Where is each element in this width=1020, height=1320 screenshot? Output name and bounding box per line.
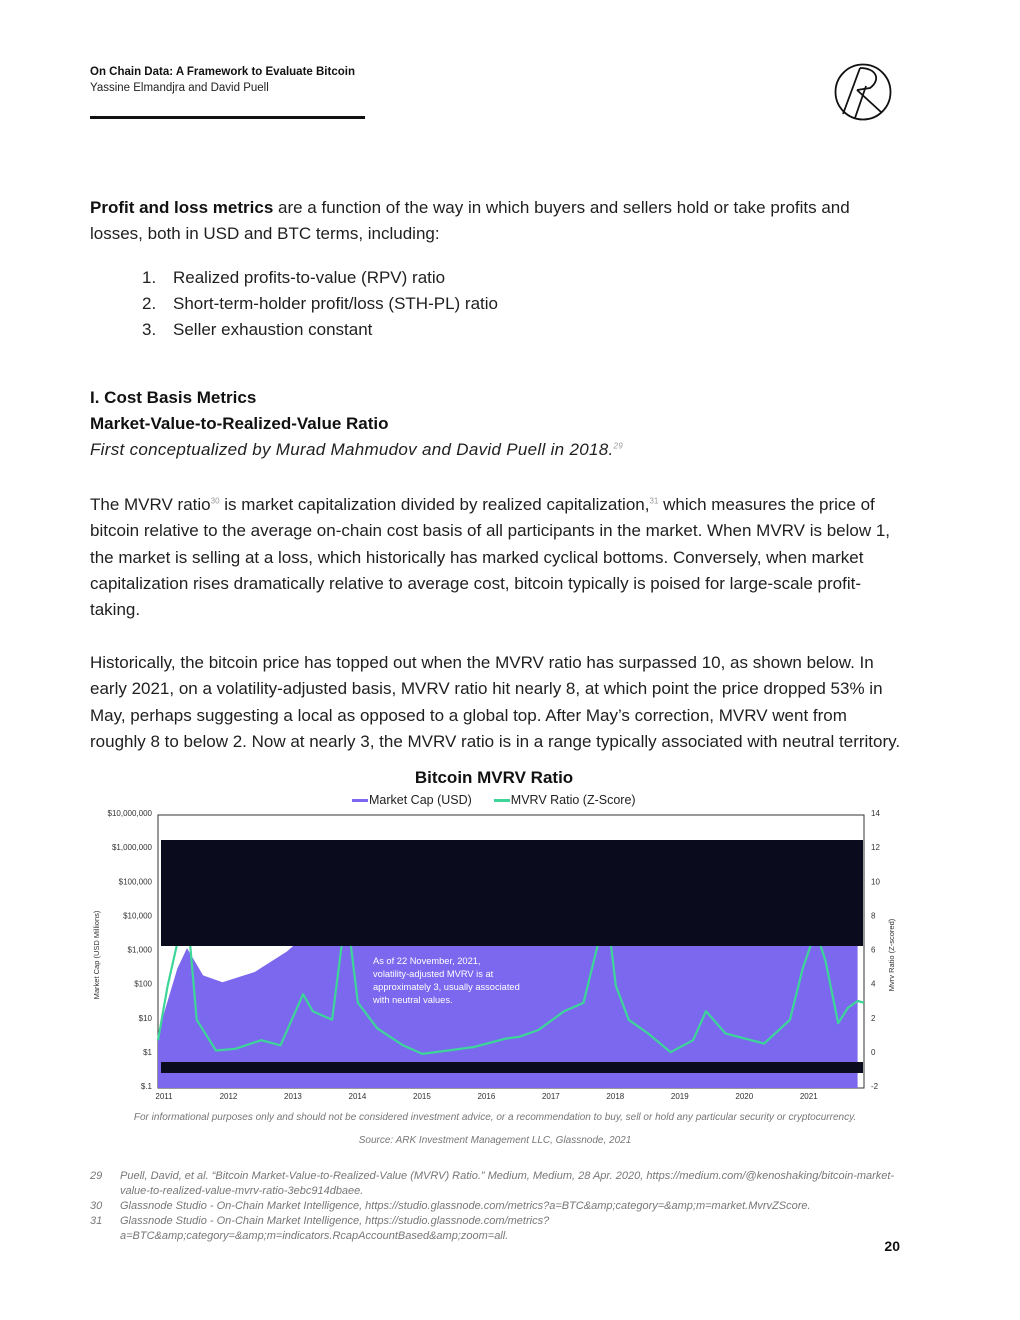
- x-tick-label: 2016: [477, 1092, 496, 1101]
- x-tick-label: 2020: [735, 1092, 754, 1101]
- y-right-tick-label: -2: [871, 1082, 879, 1091]
- page-number: 20: [884, 1238, 900, 1254]
- legend-item-market-cap: Market Cap (USD): [352, 793, 472, 807]
- x-tick-label: 2021: [799, 1092, 818, 1101]
- y-right-tick-label: 0: [871, 1047, 876, 1057]
- y-right-tick-label: 10: [871, 877, 880, 887]
- document-title: On Chain Data: A Framework to Evaluate Bitcoin: [90, 66, 355, 78]
- section-subheading: Market-Value-to-Realized-Value Ratio: [90, 414, 389, 433]
- document-authors: Yassine Elmandjra and David Puell: [90, 82, 269, 94]
- y-right-axis-title: Mvrv Ratio (Z-scored): [887, 918, 896, 992]
- x-tick-label: 2011: [155, 1092, 173, 1101]
- footnote-ref: 29: [613, 441, 624, 451]
- footnote-31: 31 Glassnode Studio - On-Chain Market Intelligence, https://studio.glassnode.com/metrics?a=BTC&amp;category=&amp;m=indicators.RcapAccountBased&amp;zoom=all.: [90, 1215, 550, 1242]
- y-right-tick-label: 6: [871, 945, 876, 955]
- y-left-tick-label: $10: [138, 1013, 152, 1023]
- y-right-tick-label: 8: [871, 911, 876, 921]
- disclaimer: For informational purposes only and should not be considered investment advice, or a recommendation to buy, sell or hold any particular security or cryptocurrency.: [133, 1112, 857, 1123]
- chart-source: Source: ARK Investment Management LLC, Glassnode, 2021: [358, 1135, 632, 1146]
- y-left-tick-label: $100,000: [118, 877, 152, 887]
- y-left-tick-label: $.1: [140, 1082, 152, 1091]
- intro-rest: are a function of the way in which buyers and sellers hold or take profits and losses, both in USD and BTC terms, including:: [90, 198, 850, 244]
- section-byline: First conceptualized by Murad Mahmudov and David Puell in 2018.29: [90, 440, 624, 459]
- chart-annotation-line: As of 22 November, 2021,: [373, 956, 481, 966]
- footnote-ref: 30: [210, 496, 220, 506]
- dark-overlay-strip: [161, 1062, 863, 1073]
- y-right-tick-label: 2: [871, 1013, 876, 1023]
- intro-bold-lead: Profit and loss metrics: [90, 198, 274, 217]
- x-tick-label: 2014: [348, 1092, 367, 1101]
- x-tick-label: 2017: [541, 1092, 560, 1101]
- x-tick-label: 2013: [284, 1092, 302, 1101]
- list-item: 3. Seller exhaustion constant: [142, 320, 373, 339]
- chart-annotation-line: with neutral values.: [373, 995, 453, 1005]
- list-item: 1. Realized profits-to-value (RPV) ratio: [142, 268, 446, 287]
- y-right-tick-label: 4: [871, 979, 876, 989]
- y-left-tick-label: $10,000: [123, 911, 152, 921]
- dark-overlay-band: [161, 840, 863, 946]
- list-item: 2. Short-term-holder profit/loss (STH-PL) ratio: [142, 294, 498, 313]
- y-left-tick-label: $1,000,000: [111, 843, 152, 853]
- x-tick-label: 2019: [670, 1092, 689, 1101]
- chart-annotation-line: approximately 3, usually associated: [373, 982, 520, 992]
- footnote-29: 29 Puell, David, et al. “Bitcoin Market-Value-to-Realized-Value (MVRV) Ratio.” Medium, Medium, 28 Apr. 2020, https://medium.com/@kenoshaking/bitcoin-market-value-to-realized-value-mvrv-ratio-3ebc914dbaee.: [90, 1170, 895, 1197]
- y-right-tick-label: 12: [871, 843, 880, 853]
- chart-annotation-line: volatility-adjusted MVRV is at: [373, 969, 494, 979]
- legend-item-mvrv: MVRV Ratio (Z-Score): [494, 793, 636, 807]
- footnote-30: 30 Glassnode Studio - On-Chain Market Intelligence, https://studio.glassnode.com/metrics?a=BTC&amp;category=&amp;m=market.MvrvZScore.: [90, 1200, 811, 1212]
- history-paragraph: Historically, the bitcoin price has topped out when the MVRV ratio has surpassed 10, as shown below. In early 2021, on a volatility-adjusted basis, MVRV ratio hit nearly 8, at which point the price dropped 53% in May, perhaps suggesting a local as opposed to a global top. After May’s correction, MVRV went from roughly 8 to below 2. Now at nearly 3, the MVRV ratio is in a range typically associated with neutral territory.: [90, 653, 901, 751]
- x-tick-label: 2015: [413, 1092, 431, 1101]
- x-tick-label: 2018: [606, 1092, 625, 1101]
- y-left-tick-label: $1: [143, 1047, 152, 1057]
- y-left-tick-label: $100: [134, 979, 152, 989]
- y-left-tick-label: $10,000,000: [107, 809, 152, 818]
- chart-title: Bitcoin MVRV Ratio: [414, 768, 574, 787]
- y-left-tick-label: $1,000: [127, 945, 152, 955]
- y-right-tick-label: 14: [871, 809, 880, 818]
- x-tick-label: 2012: [219, 1092, 238, 1101]
- y-left-axis-title: Market Cap (USD Millions): [92, 910, 101, 1000]
- mvrv-paragraph: The MVRV ratio$^{30}$ is market capitalization divided by realized capitalization,$^{31}$ which measures the price of bitcoin relative to the average on-chain cost basis of all participants in the market. When MVRV is below 1, the market is selling at a loss, which historically has marked cyclical bottoms. Conversely, when market capitalization rises dramatically relative to average cost, bitcoin typically is poised for large-scale profit-taking.: [90, 495, 891, 620]
- section-heading: I. Cost Basis Metrics: [90, 388, 257, 407]
- footnote-ref: 31: [649, 496, 659, 506]
